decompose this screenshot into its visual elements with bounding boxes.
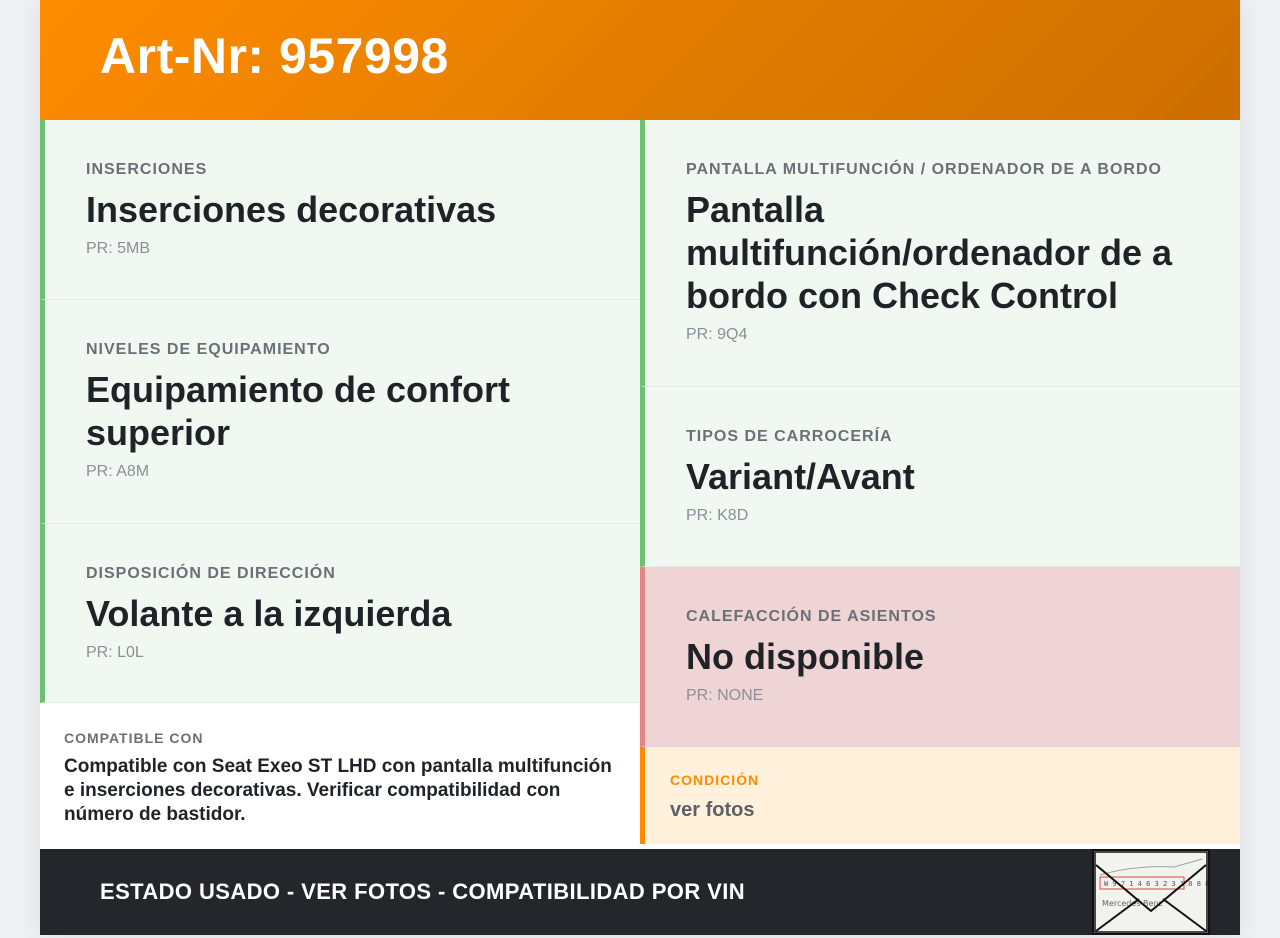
part-photo-thumbnail[interactable] — [1092, 849, 1210, 935]
feature-value: Inserciones decorativas — [86, 189, 497, 230]
thumbnail-vin-text: W 9 7 1 4 6 3 2 3 1 8 8 8 — [1104, 880, 1208, 888]
compatibility-label: COMPATIBLE CON — [64, 730, 204, 746]
condition-text: ver fotos — [670, 799, 755, 821]
feature-pr-code: PR: K8D — [686, 507, 749, 524]
thumbnail-brand-text: Mercedes-Benz — [1102, 899, 1163, 908]
feature-card-inserciones — [40, 120, 640, 300]
footer-bar — [40, 849, 1240, 935]
feature-pr-code: PR: L0L — [86, 644, 144, 661]
footer-status-text: ESTADO USADO - VER FOTOS - COMPATIBILIDAD POR VIN — [100, 879, 745, 904]
product-sheet — [40, 0, 1240, 935]
feature-label: TIPOS DE CARROCERÍA — [686, 428, 893, 445]
feature-label: CALEFACCIÓN DE ASIENTOS — [686, 608, 937, 625]
feature-value: No disponible — [686, 636, 924, 677]
feature-card-niveles-equipamiento — [40, 300, 640, 524]
condition-section — [640, 747, 1240, 844]
feature-pr-code: PR: A8M — [86, 463, 150, 480]
feature-value: Pantalla multifunción/ordenador de a bordo con Check Control — [686, 189, 1173, 316]
envelope-label-icon — [1094, 851, 1208, 933]
left-feature-column — [40, 120, 640, 703]
header-banner — [40, 0, 1240, 120]
feature-label: INSERCIONES — [86, 161, 208, 178]
feature-value: Variant/Avant — [686, 456, 915, 497]
feature-pr-code: PR: NONE — [686, 687, 764, 704]
feature-card-calefaccion-asientos — [640, 567, 1240, 747]
feature-value: Equipamiento de confort superior — [86, 369, 511, 453]
compatibility-text: Compatible con Seat Exeo ST LHD con pantalla multifunción e inserciones decorativas. Verificar compatibilidad con número de bastidor. — [64, 756, 612, 825]
feature-pr-code: PR: 5MB — [86, 240, 151, 257]
feature-label: PANTALLA MULTIFUNCIÓN / ORDENADOR DE A BORDO — [686, 161, 1162, 178]
right-feature-column — [640, 120, 1240, 747]
condition-label: CONDICIÓN — [670, 772, 760, 788]
feature-label: DISPOSICIÓN DE DIRECCIÓN — [86, 565, 336, 582]
feature-card-tipos-carroceria — [640, 387, 1240, 567]
feature-card-disposicion-direccion — [40, 524, 640, 703]
feature-value: Volante a la izquierda — [86, 593, 452, 634]
compatibility-section — [40, 703, 640, 848]
feature-pr-code: PR: 9Q4 — [686, 326, 748, 343]
feature-card-pantalla-multifuncion — [640, 120, 1240, 387]
article-number-title: Art-Nr: 957998 — [100, 28, 449, 84]
feature-label: NIVELES DE EQUIPAMIENTO — [86, 341, 331, 358]
